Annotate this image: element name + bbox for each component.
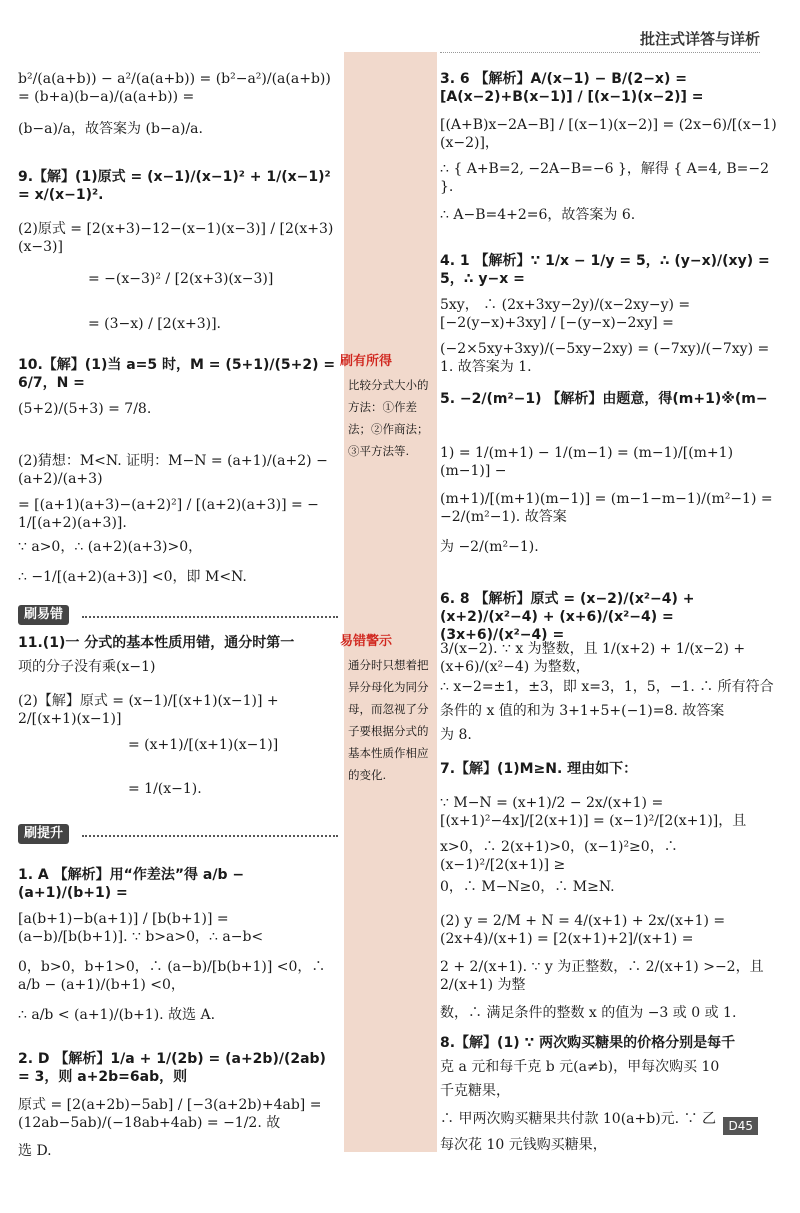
q10-part2-line2: = [(a+1)(a+3)−(a+2)²] / [(a+2)(a+3)] = − 1/[(a+2)(a+3)]. xyxy=(18,497,319,531)
p2-line1: 2. D 【解析】1/a + 1/(2b) = (a+2b)/(2ab) = 3，则 a+2b=6ab，则 xyxy=(18,1051,326,1085)
q10-part2-line4: ∴ −1/[(a+2)(a+3)] <0，即 M<N. xyxy=(18,569,247,585)
r5-line4: 为 −2/(m²−1). xyxy=(440,539,539,555)
annotation-margin-strip xyxy=(344,52,437,1152)
r6-line5: 为 8. xyxy=(440,727,472,743)
header-rule xyxy=(440,52,760,53)
q11-part1-line1: 11.(1)一 分式的基本性质用错，通分时第一 xyxy=(18,635,295,651)
q10-part1: 10.【解】(1)当 a=5 时，M = (5+1)/(5+2) = 6/7，N = xyxy=(18,357,336,391)
r3-line1: 3. 6 【解析】A/(x−1) − B/(2−x) = [A(x−2)+B(x−1)] / [(x−1)(x−2)] = xyxy=(440,71,704,105)
q11-part2-line2: = (x+1)/[(x+1)(x−1)] xyxy=(128,737,279,753)
r8-line3: 千克糖果， xyxy=(440,1083,510,1099)
r5-line1: 5. −2/(m²−1) 【解析】由题意，得(m+1)※(m− xyxy=(440,391,768,407)
r5-line2: 1) = 1/(m+1) − 1/(m−1) = (m−1)/[(m+1)(m−1)] − xyxy=(440,445,734,479)
q10-part2-line3: ∵ a>0，∴ (a+2)(a+3)>0， xyxy=(18,539,203,555)
p2-line2: 原式 = [2(a+2b)−5ab] / [−3(a+2b)+4ab] = (12ab−5ab)/(−18ab+4ab) = −1/2. 故 xyxy=(18,1097,322,1131)
r4-line1: 4. 1 【解析】∵ 1/x − 1/y = 5，∴ (y−x)/(xy) = 5，∴ y−x = xyxy=(440,253,770,287)
p2-line3: 选 D. xyxy=(18,1143,52,1159)
r6-line3: ∴ x−2=±1，±3，即 x=3，1，5，−1. ∴ 所有符合 xyxy=(440,679,774,695)
q10-part2-line1: (2)猜想：M<N. 证明：M−N = (a+1)/(a+2) − (a+2)/(a+3) xyxy=(18,453,328,487)
p1-line3: 0，b>0，b+1>0，∴ (a−b)/[b(b+1)] <0，∴ a/b − (a+1)/(b+1) <0， xyxy=(18,959,326,993)
q9-part2-line1: (2)原式 = [2(x+3)−12−(x−1)(x−3)] / [2(x+3)(x−3)] xyxy=(18,221,334,255)
section-divider xyxy=(82,835,338,837)
page-number: D45 xyxy=(723,1117,758,1135)
r5-line3: (m+1)/[(m+1)(m−1)] = (m−1−m−1)/(m²−1) = −2/(m²−1). 故答案 xyxy=(440,491,773,525)
running-header: 批注式详答与详析 xyxy=(639,30,760,48)
margin-note-1-heading: 刷有所得 xyxy=(340,354,393,369)
r8-line1: 8.【解】(1) ∵ 两次购买糖果的价格分别是每千 xyxy=(440,1035,736,1051)
margin-note-2-heading: 易错警示 xyxy=(340,634,393,649)
r7-line4: 0，∴ M−N≥0，∴ M≥N. xyxy=(440,879,615,895)
r7-line5: (2) y = 2/M + N = 4/(x+1) + 2x/(x+1) = (2x+4)/(x+1) = [2(x+1)+2]/(x+1) = xyxy=(440,913,726,947)
section-shua-yi-cuo: 刷易错 xyxy=(18,605,69,625)
r6-line1: 6. 8 【解析】原式 = (x−2)/(x²−4) + (x+2)/(x²−4) + (x+6)/(x²−4) = (3x+6)/(x²−4) = xyxy=(440,591,695,643)
r6-line4: 条件的 x 值的和为 3+1+5+(−1)=8. 故答案 xyxy=(440,703,725,719)
q9-part2-line3: = (3−x) / [2(x+3)]. xyxy=(88,316,221,332)
p1-line4: ∴ a/b < (a+1)/(b+1). 故选 A. xyxy=(18,1007,216,1023)
r6-line2: 3/(x−2). ∵ x 为整数，且 1/(x+2) + 1/(x−2) + (x+6)/(x²−4) 为整数， xyxy=(440,641,746,675)
r3-line2: [(A+B)x−2A−B] / [(x−1)(x−2)] = (2x−6)/[(x−1)(x−2)]， xyxy=(440,117,777,151)
section-shua-ti-sheng: 刷提升 xyxy=(18,824,69,844)
margin-note-1-text: 比较分式大小的方法：①作差法；②作商法；③平方法等. xyxy=(348,378,429,458)
q11-part2-line3: = 1/(x−1). xyxy=(128,781,202,797)
q11-part2-line1: (2)【解】原式 = (x−1)/[(x+1)(x−1)] + 2/[(x+1)(x−1)] xyxy=(18,693,279,727)
q11-part1-line2: 项的分子没有乘(x−1) xyxy=(18,659,156,675)
r8-line2: 克 a 元和每千克 b 元(a≠b)，甲每次购买 10 xyxy=(440,1059,720,1075)
q9-part2-line2: = −(x−3)² / [2(x+3)(x−3)] xyxy=(88,271,274,287)
line: b²/(a(a+b)) − a²/(a(a+b)) = (b²−a²)/(a(a+b)) = (b+a)(b−a)/(a(a+b)) = xyxy=(18,71,331,105)
r4-line2: 5xy， ∴ (2x+3xy−2y)/(x−2xy−y) = [−2(y−x)+3xy] / [−(y−x)−2xy] = xyxy=(440,297,691,331)
q10-part1-cont: (5+2)/(5+3) = 7/8. xyxy=(18,401,152,417)
r7-line7: 数，∴ 满足条件的整数 x 的值为 −3 或 0 或 1. xyxy=(440,1005,737,1021)
section-divider xyxy=(82,616,338,618)
p1-line2: [a(b+1)−b(a+1)] / [b(b+1)] = (a−b)/[b(b+1)]. ∵ b>a>0，∴ a−b< xyxy=(18,911,264,945)
q9-part1: 9.【解】(1)原式 = (x−1)/(x−1)² + 1/(x−1)² = x/(x−1)². xyxy=(18,169,331,203)
r7-line2: ∵ M−N = (x+1)/2 − 2x/(x+1) = [(x+1)²−4x]/[2(x+1)] = (x−1)²/[2(x+1)]，且 xyxy=(440,795,747,829)
r7-line3: x>0，∴ 2(x+1)>0，(x−1)²≥0，∴ (x−1)²/[2(x+1)] ≥ xyxy=(440,839,678,873)
p1-line1: 1. A 【解析】用“作差法”得 a/b − (a+1)/(b+1) = xyxy=(18,867,245,901)
r3-line3: ∴ { A+B=2, −2A−B=−6 }，解得 { A=4, B=−2 }. xyxy=(440,161,769,195)
r8-line5: 每次花 10 元钱购买糖果， xyxy=(440,1137,607,1153)
r8-line4: ∴ 甲两次购买糖果共付款 10(a+b)元. ∵ 乙 xyxy=(440,1111,717,1127)
r7-line1: 7.【解】(1)M≥N. 理由如下： xyxy=(440,761,638,777)
r3-line4: ∴ A−B=4+2=6，故答案为 6. xyxy=(440,207,636,223)
r4-line3: (−2×5xy+3xy)/(−5xy−2xy) = (−7xy)/(−7xy) = 1. 故答案为 1. xyxy=(440,341,770,375)
r7-line6: 2 + 2/(x+1). ∵ y 为正整数，∴ 2/(x+1) >−2，且 2/(x+1) 为整 xyxy=(440,959,764,993)
line: (b−a)/a，故答案为 (b−a)/a. xyxy=(18,121,203,137)
margin-note-2-text: 通分时只想着把异分母化为同分母，而忽视了分子要根据分式的基本性质作相应的变化. xyxy=(348,658,429,782)
